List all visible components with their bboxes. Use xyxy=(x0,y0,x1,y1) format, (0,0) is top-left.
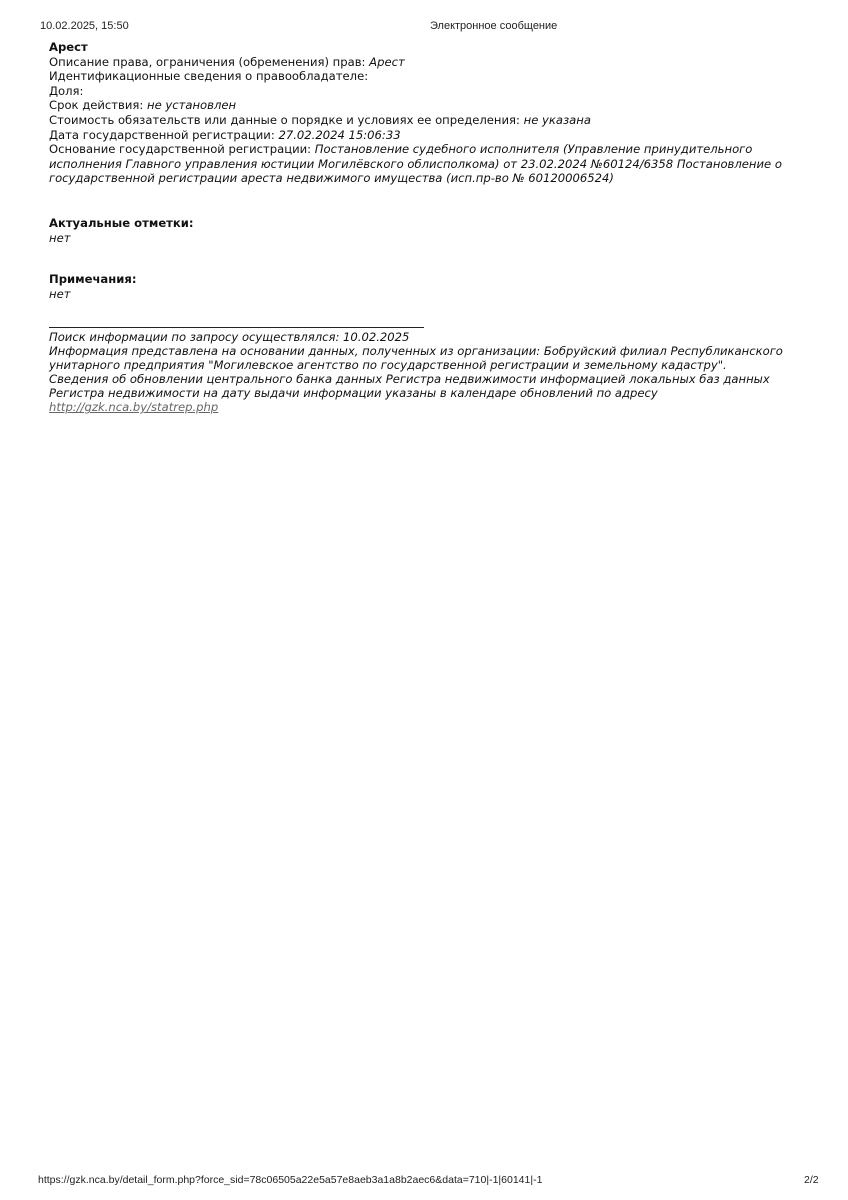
notes-value: нет xyxy=(49,286,71,301)
print-title: Электронное сообщение xyxy=(430,20,558,32)
registration-date-label: Дата государственной регистрации: xyxy=(49,127,279,142)
registration-date-row xyxy=(49,128,809,143)
actual-marks-value: нет xyxy=(49,230,71,245)
statrep-link[interactable]: http://gzk.nca.by/statrep.php xyxy=(49,400,219,415)
validity-value: не установлен xyxy=(146,98,237,113)
footnote-block xyxy=(49,330,809,414)
document-body xyxy=(49,40,809,414)
cost-label: Стоимость обязательств или данные о порядке и условиях ее определения: xyxy=(49,112,524,127)
right-description-label: Описание права, ограничения (обременения) прав: xyxy=(49,54,370,69)
page-number: 2/2 xyxy=(804,1174,819,1186)
holder-info-label: Идентификационные сведения о правообладателе: xyxy=(49,69,369,84)
notes-label: Примечания: xyxy=(49,272,137,287)
registration-date-value: 27.02.2024 15:06:33 xyxy=(278,127,401,142)
cost-row xyxy=(49,113,809,128)
info-source-note: Информация представлена на основании данных, полученных из организации: Бобруйский филиал Республиканского унитарного предприятия "Могилевское агентство по государственной регистрации и земельному кадастру". xyxy=(49,344,783,373)
cost-value: не указана xyxy=(523,112,591,127)
right-description-value: Арест xyxy=(369,54,405,69)
right-description-row xyxy=(49,55,809,70)
search-date-note: Поиск информации по запросу осуществлялся: 10.02.2025 xyxy=(49,330,410,345)
validity-label: Срок действия: xyxy=(49,98,147,113)
actual-marks-label: Актуальные отметки: xyxy=(49,215,194,230)
registration-basis-label: Основание государственной регистрации: xyxy=(49,142,315,157)
print-url: https://gzk.nca.by/detail_form.php?force_sid=78c06505a22e5a57e8aeb3a1a8b2aec6&data=710|-1|60141|-1 xyxy=(38,1174,543,1186)
update-info-note: Сведения об обновлении центрального банка данных Регистра недвижимости информацией локальных баз данных Регистра недвижимости на дату выдачи информации указаны в календаре обновлений по адресу xyxy=(49,372,770,401)
footnote-divider xyxy=(49,327,424,328)
record-heading: Арест xyxy=(49,40,88,54)
validity-row xyxy=(49,98,809,113)
registration-basis-row xyxy=(49,142,809,186)
print-date: 10.02.2025, 15:50 xyxy=(40,20,129,32)
registration-basis-value: Постановление судебного исполнителя (Управление принудительного исполнения Главного управления юстиции Могилёвского облисполкома) от 23.02.2024 №60124/6358 Постановление о государственной регистрации ареста недвижимого имущества (исп.пр-во № 60120006524) xyxy=(49,142,782,186)
share-label: Доля: xyxy=(49,83,84,98)
